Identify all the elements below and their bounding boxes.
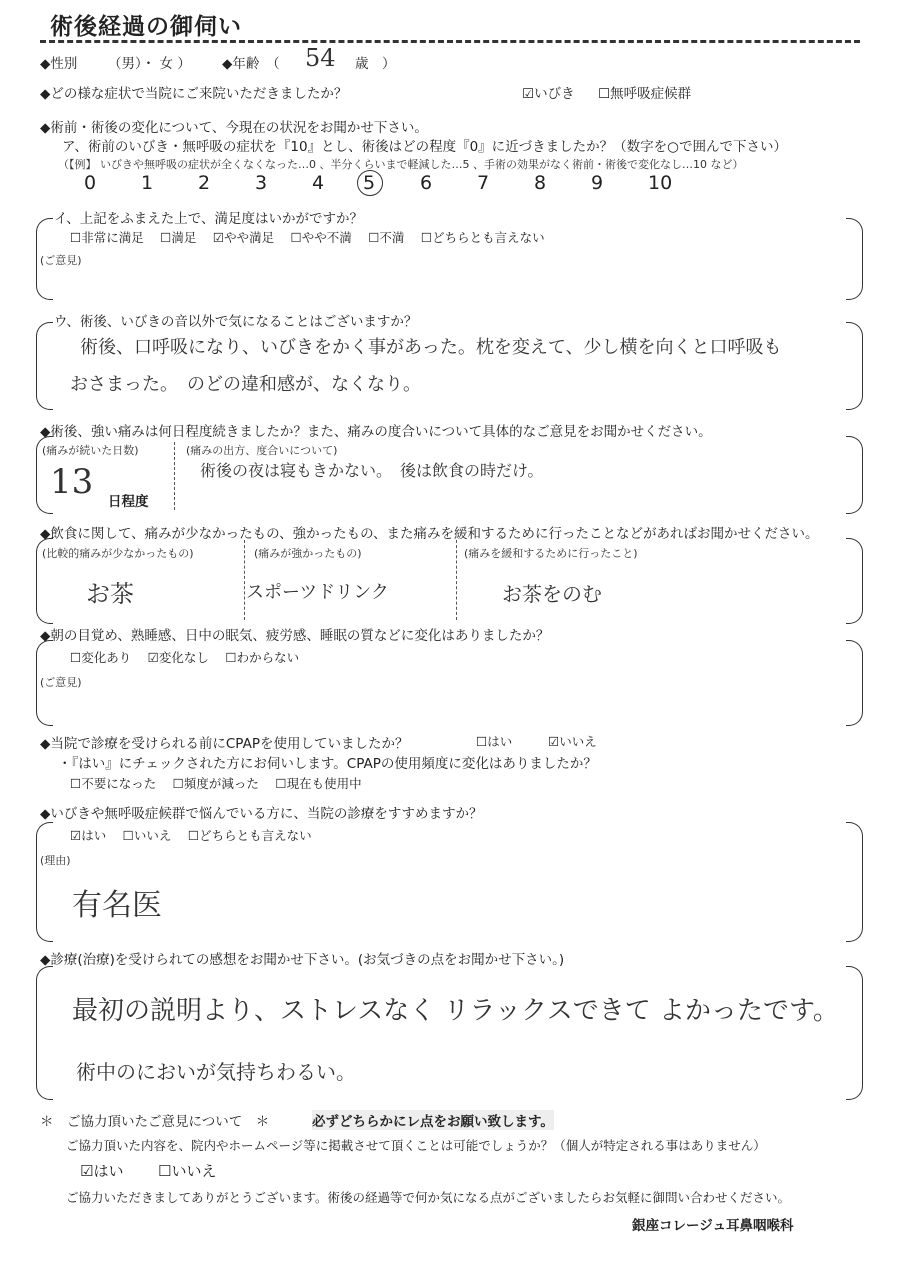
change-question: ◆術前・術後の変化について、今現在の状況をお聞かせ下さい。 <box>40 120 428 136</box>
pain-days-unit: 日程度 <box>108 494 149 510</box>
pain-degree-answer[interactable]: 術後の夜は寝もきかない。 後は飲食の時だけ。 <box>200 461 544 480</box>
age-unit: 歳 ） <box>355 56 396 72</box>
age-value[interactable]: 54 <box>305 44 336 72</box>
clinic-name: 銀座コレージュ耳鼻咽喉科 <box>632 1218 794 1234</box>
title-divider <box>40 40 860 43</box>
sleep-question: ◆朝の目覚め、熟睡感、日中の眠気、疲労感、睡眠の質などに変化はありましたか？ <box>40 628 550 644</box>
food-col3-label: (痛みを緩和するために行ったこと) <box>464 547 638 560</box>
pain-days-value[interactable]: 13 <box>50 462 94 502</box>
scale-4[interactable]: 4 <box>312 172 325 194</box>
footer-question: ご協力頂いた内容を、院内やホームページ等に掲載させて頂くことは可能でしょうか？（個人が特定される事はありません） <box>66 1138 766 1153</box>
food-bracket-right <box>846 538 863 624</box>
other-answer-line1[interactable]: 術後、口呼吸になり、いびきをかく事があった。枕を変えて、少し横を向くと口呼吸も <box>80 337 782 358</box>
sex-label: ◆性別 <box>40 56 78 72</box>
footer-yes-checkbox[interactable]: ☑はい <box>80 1162 124 1180</box>
recommend-bracket-right <box>846 822 863 942</box>
recommend-bracket-left <box>36 822 53 942</box>
cpap-sub-options[interactable]: ☐不要になった ☐頻度が減った ☐現在も使用中 <box>70 776 362 791</box>
footer-heading-right: 必ずどちらかにレ点をお願い致します。 <box>312 1110 554 1130</box>
other-question: ウ、術後、いびきの音以外で気になることはございますか？ <box>54 314 418 330</box>
recommend-reason-label: (理由) <box>40 854 71 867</box>
pain-question: ◆術後、強い痛みは何日程度続きましたか？また、痛みの度合いについて具体的なご意見をお聞かせください。 <box>40 424 712 440</box>
scale-6[interactable]: 6 <box>420 172 433 194</box>
age-label: ◆年齢 （ <box>222 56 280 72</box>
footer-thanks: ご協力いただきましてありがとうございます。術後の経過等で何か気になる点がございましたらお気軽に御問い合わせください。 <box>66 1190 791 1205</box>
cpap-no-checkbox[interactable]: ☑いいえ <box>548 734 597 749</box>
symptom-snoring-checkbox[interactable]: ☑いびき <box>522 86 575 102</box>
scale-10[interactable]: 10 <box>648 172 673 194</box>
food-question: ◆飲食に関して、痛みが少なかったもの、強かったもの、また痛みを緩和するために行ったことなどがあればお聞かせください。 <box>40 526 819 542</box>
food-col1-answer[interactable]: お茶 <box>86 580 134 608</box>
satisfaction-question: イ、上記をふまえた上で、満足度はいかがですか？ <box>54 211 364 227</box>
scale-2[interactable]: 2 <box>198 172 211 194</box>
other-answer-line2[interactable]: おさまった。 のどの違和感が、なくなり。 <box>70 374 421 395</box>
scale-8[interactable]: 8 <box>534 172 547 194</box>
sex-options[interactable]: （男）・ 女 ） <box>108 56 191 72</box>
recommend-reason-answer[interactable]: 有名医 <box>72 888 162 923</box>
recommend-question: ◆いびきや無呼吸症候群で悩んでいる方に、当院の診療をすすめますか？ <box>40 806 483 822</box>
scale-5[interactable]: 5 <box>363 172 376 194</box>
sleep-bracket-right <box>846 640 863 726</box>
satisfaction-comment-label: (ご意見) <box>40 254 82 267</box>
footer-heading-left: ＊ ご協力頂いたご意見について ＊ <box>40 1114 270 1130</box>
other-bracket-right <box>846 322 863 410</box>
scale-0[interactable]: 0 <box>84 172 97 194</box>
cpap-subquestion: ・『はい』にチェックされた方にお伺いします。CPAPの使用頻度に変化はありましたか？ <box>58 756 597 772</box>
food-col1-label: (比較的痛みが少なかったもの) <box>42 547 194 560</box>
change-subquestion: ア、術前のいびき・無呼吸の症状を『10』とし、術後はどの程度『0』に近づきましたか？（数字を○で囲んで下さい） <box>62 139 787 155</box>
footer-no-checkbox[interactable]: ☐いいえ <box>158 1162 217 1180</box>
sleep-comment-label: (ご意見) <box>40 676 82 689</box>
food-col2-label: (痛みが強かったもの) <box>254 547 362 560</box>
pain-bracket-right <box>846 436 863 514</box>
symptom-apnea-checkbox[interactable]: ☐無呼吸症候群 <box>598 86 692 102</box>
food-col2-answer[interactable]: スポーツドリンク <box>246 582 389 603</box>
pain-divider <box>174 442 175 510</box>
food-col3-answer[interactable]: お茶をのむ <box>502 582 602 606</box>
impression-question: ◆診療(治療)を受けられての感想をお聞かせ下さい。(お気づきの点をお聞かせ下さい。) <box>40 952 565 968</box>
impression-answer-line1[interactable]: 最初の説明より、ストレスなく リラックスできて よかったです。 <box>72 996 839 1026</box>
food-divider-2 <box>456 540 457 620</box>
symptom-question: ◆どの様な症状で当院にご来院いただきましたか？ <box>40 86 348 102</box>
satisfaction-bracket-right <box>846 218 863 300</box>
scale-9[interactable]: 9 <box>591 172 604 194</box>
scale-3[interactable]: 3 <box>255 172 268 194</box>
food-divider-1 <box>244 540 245 620</box>
cpap-question: ◆当院で診療を受けられる前にCPAPを使用していましたか？ <box>40 736 409 752</box>
scale-1[interactable]: 1 <box>141 172 154 194</box>
change-example: （【例】 いびきや無呼吸の症状が全くなくなった…0 、半分くらいまで軽減した…5 、手術の効果がなく術前・術後で変化なし…10 など） <box>58 158 744 171</box>
impression-bracket-left <box>36 966 53 1100</box>
other-bracket-left <box>36 322 53 410</box>
impression-bracket-right <box>846 966 863 1100</box>
pain-days-label: (痛みが続いた日数) <box>42 444 139 457</box>
page-title: 術後経過の御伺い <box>50 14 242 40</box>
satisfaction-options[interactable]: ☐非常に満足 ☐満足 ☑やや満足 ☐やや不満 ☐不満 ☐どちらとも言えない <box>70 230 545 245</box>
scale-7[interactable]: 7 <box>477 172 490 194</box>
cpap-yes-checkbox[interactable]: ☐はい <box>476 734 513 749</box>
scale-selected-circle <box>357 170 383 196</box>
sleep-options[interactable]: ☐変化あり ☑変化なし ☐わからない <box>70 650 300 665</box>
pain-degree-label: (痛みの出方、度合いについて) <box>186 444 338 457</box>
impression-answer-line2[interactable]: 術中のにおいが気持ちわるい。 <box>76 1060 356 1084</box>
recommend-options[interactable]: ☑はい ☐いいえ ☐どちらとも言えない <box>70 828 312 843</box>
